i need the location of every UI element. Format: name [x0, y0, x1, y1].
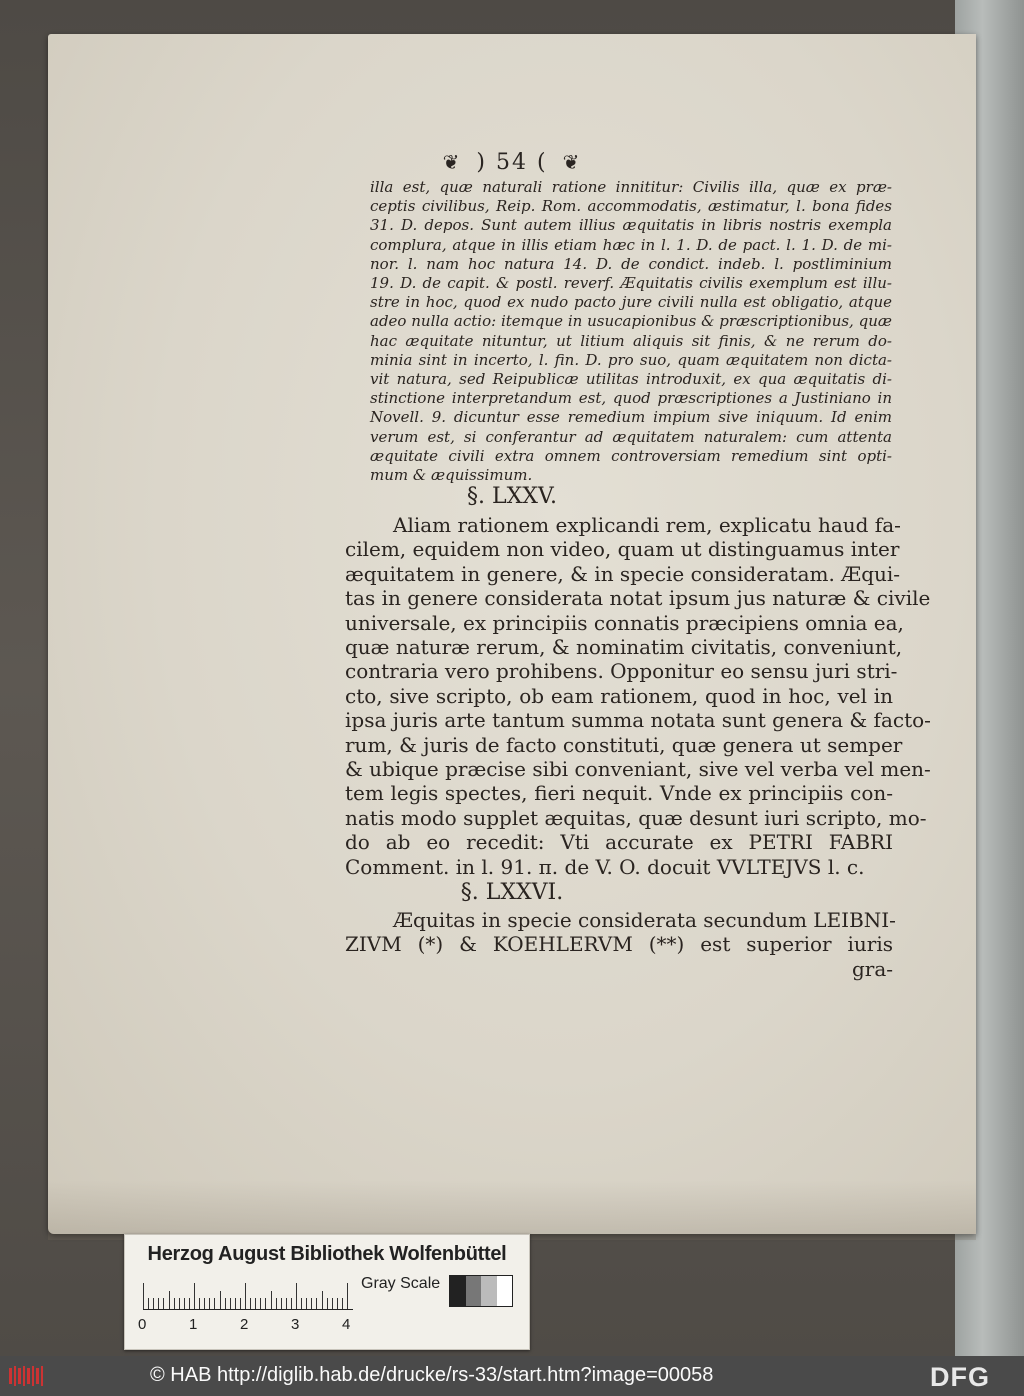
text-line: natis modo supplet æquitas, quæ desunt iuri scripto, mo-: [345, 805, 927, 830]
text-line: tem legis spectes, fieri nequit. Vnde ex principiis con-: [345, 781, 893, 806]
gray-step: [450, 1276, 466, 1306]
text-line: verum est, si conferantur ad æquitatem naturalem: cum attenta: [370, 427, 892, 446]
text-line: quæ naturæ rerum, & nominatim civitatis, conveniunt,: [345, 635, 903, 660]
text-line: mum & æquissimum.: [370, 466, 533, 485]
ruler-tick: [255, 1298, 256, 1309]
ruler-tick: [322, 1291, 323, 1309]
library-name: Herzog August Bibliothek Wolfenbüttel: [147, 1243, 507, 1265]
text-line: hac æquitate nituntur, ut litium aliquis sit finis, & ne rerum do-: [370, 331, 892, 350]
ruler-tick: [230, 1298, 231, 1309]
ruler-number: 4: [342, 1316, 351, 1333]
ruler-tick: [148, 1298, 149, 1309]
ruler-tick: [209, 1298, 210, 1309]
page-number: ) 54 (: [476, 150, 548, 175]
ruler-tick: [184, 1298, 185, 1309]
ruler-tick: [240, 1298, 241, 1309]
ruler-tick: [301, 1298, 302, 1309]
text-line: Comment. in l. 91. π. de V. O. docuit VVLTEJVS l. c.: [345, 854, 865, 879]
ruler-tick: [245, 1283, 246, 1309]
text-line: minia sint in incerto, l. fin. D. pro suo, quam æquitatem non dicta-: [370, 350, 892, 369]
text-line: stre in hoc, quod ex nudo pacto jure civili nulla est obligatio, atque: [370, 293, 892, 312]
text-line: tas in genere considerata notat ipsum jus naturæ & civile: [345, 586, 931, 611]
barcode-logo-icon: [8, 1365, 46, 1387]
ruler-tick: [158, 1298, 159, 1309]
ruler-tick: [250, 1298, 251, 1309]
text-line: æquitatem in genere, & in specie consideratam. Æqui-: [345, 561, 901, 586]
text-line: illa est, quæ naturali ratione innititur: Civilis illa, quæ ex præ-: [370, 178, 892, 196]
ruler-tick: [337, 1298, 338, 1309]
section-lxxvi-text: [345, 908, 896, 981]
ruler-tick: [189, 1298, 190, 1309]
text-line: contraria vero prohibens. Opponitur eo sensu juri stri-: [345, 659, 898, 684]
ruler-tick: [199, 1298, 200, 1309]
ruler-tick: [291, 1298, 292, 1309]
footnote-block: [370, 178, 892, 485]
footer-bar: [0, 1356, 1024, 1396]
ruler-number: 3: [291, 1316, 300, 1333]
ruler-tick: [174, 1298, 175, 1309]
text-line: universale, ex principiis connatis præcipiens omnia ea,: [345, 610, 904, 635]
ruler-tick: [163, 1298, 164, 1309]
ruler-tick: [214, 1298, 215, 1309]
left-ornament-icon: ❦: [442, 150, 462, 174]
gray-step: [481, 1276, 497, 1306]
gray-step: [466, 1276, 482, 1306]
text-line: ceptis civilibus, Reip. Rom. accommodatis, æstimatur, l. bona fides: [370, 197, 892, 216]
right-ornament-icon: ❦: [562, 150, 582, 174]
text-line: Aliam rationem explicandi rem, explicatu haud fa-: [393, 513, 901, 537]
ruler-tick: [220, 1291, 221, 1309]
text-line: adeo nulla actio: itemque in usucapionibus & præscriptionibus, quæ: [370, 312, 892, 331]
section-heading-lxxvi: §. LXXVI.: [460, 880, 564, 905]
gray-step: [497, 1276, 513, 1306]
ruler-tick: [265, 1298, 266, 1309]
ruler-tick: [342, 1298, 343, 1309]
text-line: rum, & juris de facto constituti, quæ genera ut semper: [345, 732, 903, 757]
ruler-tick: [194, 1283, 195, 1309]
text-line: complura, atque in illis etiam hæc in l. 1. D. de pact. l. 1. D. de mi-: [370, 235, 892, 254]
text-line: Novell. 9. dicuntur esse remedium impium sive iniquum. Id enim: [370, 408, 892, 427]
ruler-number: 1: [189, 1316, 198, 1333]
ruler-tick: [316, 1298, 317, 1309]
ruler-number: 2: [240, 1316, 249, 1333]
text-line: cilem, equidem non video, quam ut distinguamus inter: [345, 537, 900, 562]
text-line: nor. l. nam hoc natura 14. D. de condict. indeb. l. postliminium: [370, 254, 892, 273]
ruler-tick: [169, 1291, 170, 1309]
text-line: cto, sive scripto, ob eam rationem, quod in hoc, vel in: [345, 683, 893, 708]
text-line: ipsa juris arte tantum summa notata sunt genera & facto-: [345, 708, 931, 733]
text-line: 31. D. depos. Sunt autem illius æquitatis in libris nostris exempla: [370, 216, 892, 235]
text-line: 19. D. de capit. & postl. reverf. Æquitatis civilis exemplum est illu-: [370, 274, 892, 293]
page-shadow: [48, 1180, 976, 1240]
text-line: stinctione interpretandum est, quod præscriptiones a Justiniano in: [370, 389, 892, 408]
section-heading-lxxv: §. LXXV.: [467, 484, 557, 509]
page-header: [0, 150, 1024, 175]
text-line: & ubique præcise sibi conveniant, sive vel verba vel men-: [345, 757, 931, 782]
ruler-tick: [311, 1298, 312, 1309]
section-lxxv-text: [345, 513, 931, 879]
library-label-card: [124, 1234, 530, 1350]
ruler-tick: [347, 1283, 348, 1309]
ruler-tick: [235, 1298, 236, 1309]
text-line: Æquitas in specie considerata secundum LEIBNI-: [393, 908, 896, 932]
ruler-tick: [296, 1283, 297, 1309]
ruler-tick: [306, 1298, 307, 1309]
ruler-number: 0: [138, 1316, 147, 1333]
ruler-tick: [286, 1298, 287, 1309]
ruler-tick: [179, 1298, 180, 1309]
ruler-tick: [153, 1298, 154, 1309]
text-line: æquitate civili extra omnem controversiam remedium sint opti-: [370, 446, 892, 465]
ruler-tick: [332, 1298, 333, 1309]
text-line: do ab eo recedit: Vti accurate ex PETRI FABRI: [345, 830, 893, 855]
ruler-tick: [327, 1298, 328, 1309]
gray-scale-swatch: [449, 1275, 513, 1307]
text-line: ZIVM (*) & KOEHLERVM (**) est superior iuris: [345, 932, 893, 957]
ruler-tick: [276, 1298, 277, 1309]
ruler-tick: [271, 1291, 272, 1309]
ruler-tick: [260, 1298, 261, 1309]
copyright-url: © HAB http://diglib.hab.de/drucke/rs-33/start.htm?image=00058: [150, 1364, 714, 1386]
text-line: vit natura, sed Reipublicæ utilitas introduxit, ex qua æquitatis di-: [370, 370, 892, 389]
text-line: gra-: [851, 956, 893, 981]
gray-scale-label: Gray Scale: [361, 1275, 441, 1292]
ruler-tick: [225, 1298, 226, 1309]
ruler-tick: [281, 1298, 282, 1309]
dfg-logo: DFG: [930, 1362, 990, 1392]
measure-ruler: [143, 1279, 353, 1310]
ruler-tick: [143, 1283, 144, 1309]
ruler-tick: [204, 1298, 205, 1309]
